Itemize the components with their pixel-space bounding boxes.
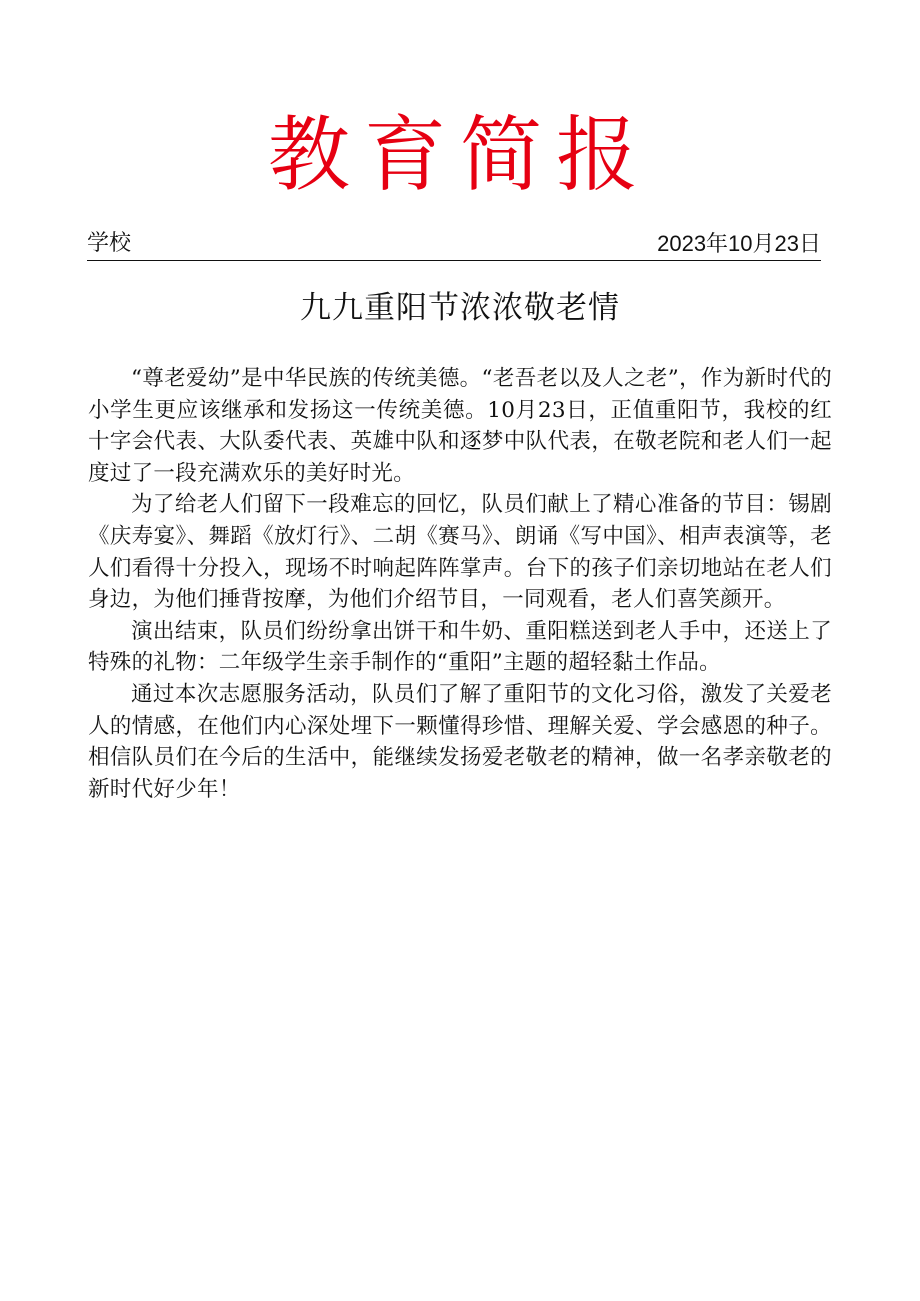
article-paragraph: 演出结束，队员们纷纷拿出饼干和牛奶、重阳糕送到老人手中，还送上了特殊的礼物：二年级学生亲手制作的“重阳”主题的超轻黏土作品。	[88, 618, 832, 676]
masthead-title: 教育简报	[267, 108, 652, 203]
article-paragraph: 为了给老人们留下一段难忘的回忆，队员们献上了精心准备的节目：锡剧《庆寿宴》、舞蹈《放灯行》、二胡《赛马》、朗诵《写中国》、相声表演等，老人们看得十分投入，现场不时响起阵阵掌声。台下的孩子们亲切地站在老人们身边，为他们捶背按摩，为他们介绍节目，一同观看，老人们喜笑颜开。	[88, 492, 832, 613]
article-paragraph: “尊老爱幼”是中华民族的传统美德。“老吾老以及人之老”，作为新时代的小学生更应该继承和发扬这一传统美德。10月23日，正值重阳节，我校的红十字会代表、大队委代表、英雄中队和逐梦中队代表，在敬老院和老人们一起度过了一段充满欢乐的美好时光。	[88, 366, 832, 486]
article-title: 九九重阳节浓浓敬老情	[300, 290, 620, 326]
article-body	[88, 363, 832, 805]
dateline	[87, 228, 821, 261]
school-label: 学校	[87, 231, 132, 256]
article-paragraph: 通过本次志愿服务活动，队员们了解了重阳节的文化习俗，激发了关爱老人的情感，在他们内心深处埋下一颗懂得珍惜、理解关爱、学会感恩的种子。相信队员们在今后的生活中，能继续发扬爱老敬老的精神，做一名孝亲敬老的新时代好少年！	[88, 681, 832, 802]
issue-date: 2023年10月23日	[657, 231, 821, 256]
